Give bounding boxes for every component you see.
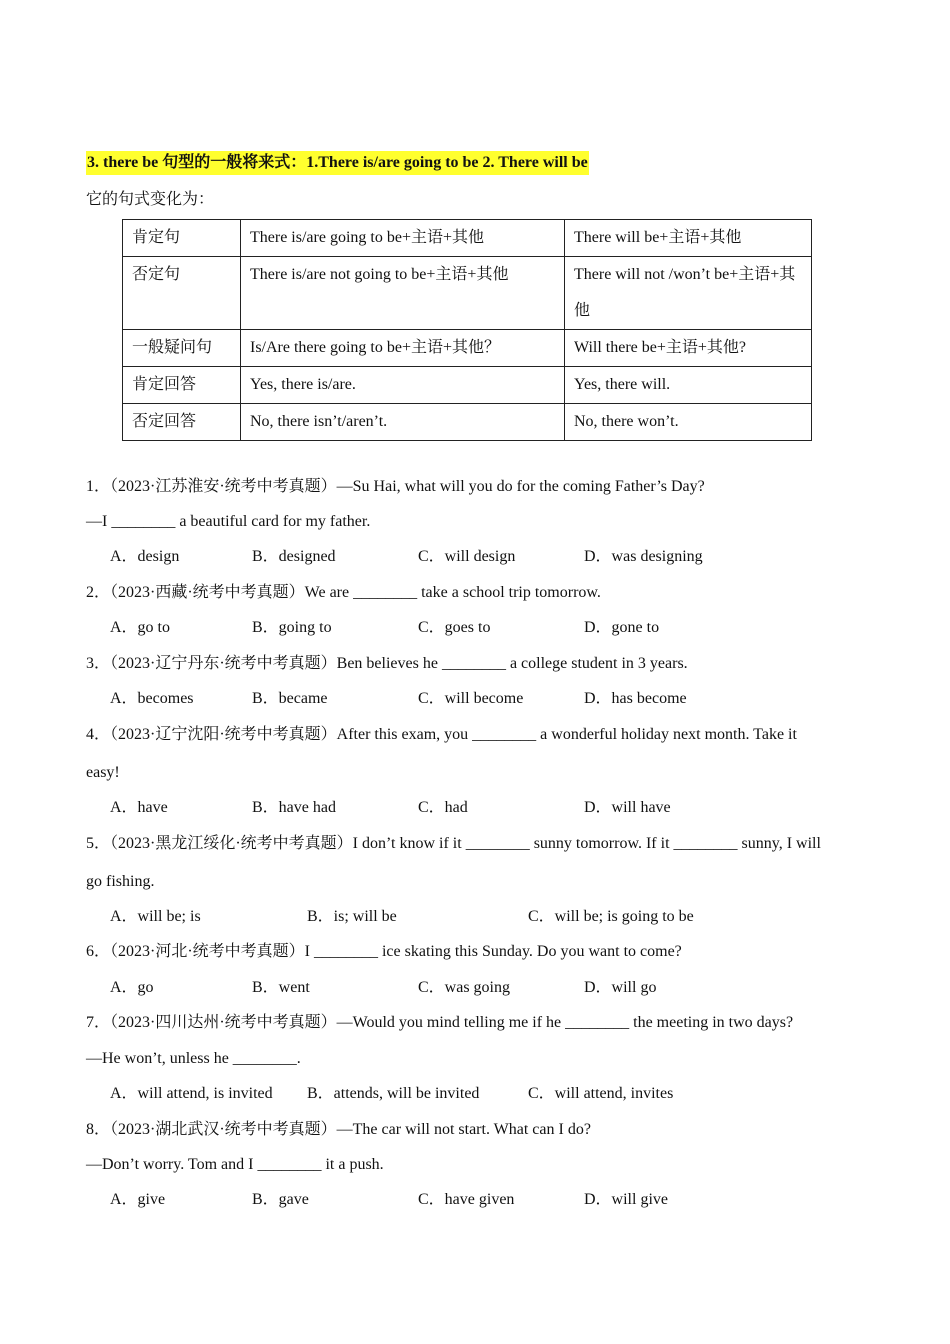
option-d[interactable]: D．was designing xyxy=(584,548,703,565)
option-b[interactable]: B．is; will be xyxy=(307,908,397,925)
option-b[interactable]: B．going to xyxy=(252,619,332,636)
question-6-options xyxy=(110,976,870,1000)
sentence-forms-table xyxy=(122,219,812,441)
going-to-cell: There is/are not going to be+主语+其他 xyxy=(241,257,565,330)
question-1-stem-continued: —I ________ a beautiful card for my father. xyxy=(86,513,371,530)
question-8-options xyxy=(110,1188,870,1212)
option-b[interactable]: B．attends, will be invited xyxy=(307,1085,480,1102)
form-type-cell: 一般疑问句 xyxy=(123,330,241,367)
form-type-cell: 否定回答 xyxy=(123,404,241,441)
option-b[interactable]: B．became xyxy=(252,690,328,707)
question-3-options xyxy=(110,687,870,711)
question-7-stem: 7．（2023·四川达州·统考中考真题）—Would you mind telling me if he ________ the meeting in two days? xyxy=(86,1014,794,1031)
form-type-cell: 肯定句 xyxy=(123,220,241,257)
option-c[interactable]: C．will become xyxy=(418,690,524,707)
option-d[interactable]: D．will have xyxy=(584,799,671,816)
question-2-stem: 2．（2023·西藏·统考中考真题）We are ________ take a school trip tomorrow. xyxy=(86,584,601,601)
option-a[interactable]: A．will be; is xyxy=(110,908,201,925)
question-5-options xyxy=(110,905,870,929)
option-c[interactable]: C．will be; is going to be xyxy=(528,908,694,925)
option-a[interactable]: A．design xyxy=(110,548,180,565)
option-c[interactable]: C．was going xyxy=(418,979,511,996)
question-7-stem-continued: —He won’t, unless he ________. xyxy=(86,1050,301,1067)
option-c[interactable]: C．goes to xyxy=(418,619,491,636)
question-8-stem-continued: —Don’t worry. Tom and I ________ it a push. xyxy=(86,1156,384,1173)
option-d[interactable]: D．gone to xyxy=(584,619,660,636)
will-cell: There will be+主语+其他 xyxy=(565,220,812,257)
form-type-cell: 否定句 xyxy=(123,257,241,330)
question-4-stem: 4．（2023·辽宁沈阳·统考中考真题）After this exam, you ________ a wonderful holiday next month. Take it xyxy=(86,726,797,743)
option-b[interactable]: B．have had xyxy=(252,799,336,816)
question-1-stem: 1．（2023·江苏淮安·统考中考真题）—Su Hai, what will you do for the coming Father’s Day? xyxy=(86,478,705,495)
form-type-cell: 肯定回答 xyxy=(123,367,241,404)
option-c[interactable]: C．will attend, invites xyxy=(528,1085,674,1102)
will-cell: Yes, there will. xyxy=(565,367,812,404)
question-4-options xyxy=(110,796,870,820)
option-b[interactable]: B．designed xyxy=(252,548,336,565)
option-d[interactable]: D．has become xyxy=(584,690,687,707)
section-heading: 3. there be 句型的一般将来式：1.There is/are going to be 2. There will be xyxy=(86,151,589,175)
question-5-stem: 5．（2023·黑龙江绥化·统考中考真题）I don’t know if it ________ sunny tomorrow. If it ________ sunny, I will xyxy=(86,835,821,852)
option-a[interactable]: A．go to xyxy=(110,619,171,636)
option-a[interactable]: A．will attend, is invited xyxy=(110,1085,273,1102)
option-c[interactable]: C．will design xyxy=(418,548,516,565)
going-to-cell: There is/are going to be+主语+其他 xyxy=(241,220,565,257)
will-cell: There will not /won’t be+主语+其他 xyxy=(565,257,812,330)
going-to-cell: No, there isn’t/aren’t. xyxy=(241,404,565,441)
option-a[interactable]: A．give xyxy=(110,1191,166,1208)
table-row xyxy=(123,404,812,441)
option-b[interactable]: B．gave xyxy=(252,1191,309,1208)
option-a[interactable]: A．have xyxy=(110,799,168,816)
question-7-options xyxy=(110,1082,870,1106)
going-to-cell: Is/Are there going to be+主语+其他？ xyxy=(241,330,565,367)
going-to-cell: Yes, there is/are. xyxy=(241,367,565,404)
will-cell: No, there won’t. xyxy=(565,404,812,441)
table-row xyxy=(123,220,812,257)
option-d[interactable]: D．will go xyxy=(584,979,657,996)
option-c[interactable]: C．had xyxy=(418,799,468,816)
option-a[interactable]: A．becomes xyxy=(110,690,194,707)
table-row xyxy=(123,257,812,330)
intro-text: 它的句式变化为： xyxy=(86,191,215,208)
question-6-stem: 6．（2023·河北·统考中考真题）I ________ ice skating this Sunday. Do you want to come? xyxy=(86,943,682,960)
question-4-stem-continued: easy! xyxy=(86,764,120,781)
option-a[interactable]: A．go xyxy=(110,979,154,996)
table-row xyxy=(123,330,812,367)
table-row xyxy=(123,367,812,404)
question-2-options xyxy=(110,616,870,640)
question-8-stem: 8．（2023·湖北武汉·统考中考真题）—The car will not start. What can I do? xyxy=(86,1121,591,1138)
option-b[interactable]: B．went xyxy=(252,979,310,996)
option-d[interactable]: D．will give xyxy=(584,1191,668,1208)
question-5-stem-continued: go fishing. xyxy=(86,873,155,890)
question-1-options xyxy=(110,545,870,569)
will-cell: Will there be+主语+其他? xyxy=(565,330,812,367)
option-c[interactable]: C．have given xyxy=(418,1191,515,1208)
question-3-stem: 3．（2023·辽宁丹东·统考中考真题）Ben believes he ________ a college student in 3 years. xyxy=(86,655,688,672)
